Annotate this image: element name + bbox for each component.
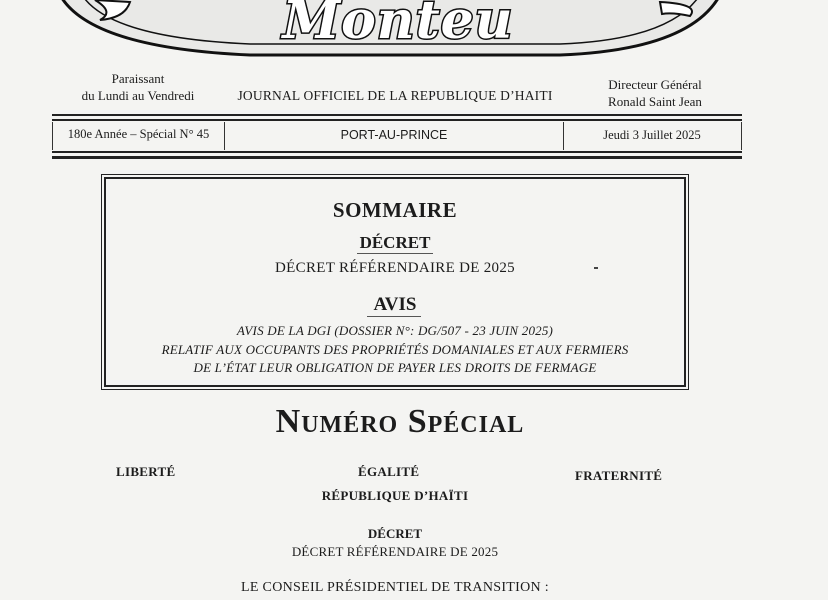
- decree-title: DÉCRET RÉFÉRENDAIRE DE 2025: [291, 544, 499, 559]
- publication-date: Jeudi 3 Juillet 2025: [603, 128, 701, 142]
- info-bar-divider: [741, 122, 742, 150]
- publication-frequency-line-2: du Lundi au Vendredi: [81, 88, 195, 103]
- avis-line: DE L’ÉTAT LEUR OBLIGATION DE PAYER LES DROITS DE FERMAGE: [193, 360, 597, 375]
- print-speck: [594, 267, 598, 269]
- motto-egalite: ÉGALITÉ: [358, 464, 420, 479]
- publication-city: PORT-AU-PRINCE: [340, 128, 448, 142]
- header-rule-bottom: [52, 156, 742, 159]
- info-bar-divider: [563, 122, 564, 150]
- sommaire-avis-heading: AVIS: [373, 294, 417, 315]
- header-rule-top-inner: [52, 119, 742, 121]
- heading-underline: [367, 316, 421, 317]
- publication-frequency-line-1: Paraissant: [111, 71, 165, 86]
- journal-title: JOURNAL OFFICIEL DE LA REPUBLIQUE D’HAITI: [237, 88, 553, 103]
- header-rule-top: [52, 114, 742, 116]
- info-bar-divider: [52, 122, 53, 150]
- motto-fraternite: FRATERNITÉ: [575, 468, 663, 483]
- motto-liberte: LIBERTÉ: [116, 464, 176, 479]
- masthead-banner: [0, 0, 828, 62]
- avis-line: AVIS DE LA DGI (DOSSIER N°: DG/507 - 23 JUIN 2025): [236, 323, 554, 338]
- director-title: Directeur Général: [608, 77, 702, 92]
- masthead-title: Monteu: [282, 0, 514, 51]
- sommaire-decret-heading: DÉCRET: [359, 233, 431, 252]
- sommaire-decret-title: DÉCRET RÉFÉRENDAIRE DE 2025: [275, 260, 515, 276]
- decree-heading: DÉCRET: [367, 526, 423, 541]
- header-rule-bottom-inner: [52, 151, 742, 153]
- info-bar-divider: [224, 122, 225, 150]
- sommaire-title: SOMMAIRE: [332, 198, 458, 222]
- director-info: [585, 76, 725, 110]
- council-preamble: LE CONSEIL PRÉSIDENTIEL DE TRANSITION :: [241, 580, 549, 595]
- director-name: Ronald Saint Jean: [608, 94, 702, 109]
- publication-frequency: [68, 70, 208, 104]
- masthead-logo: [0, 0, 828, 62]
- special-issue-title: Numéro Spécial: [275, 403, 525, 440]
- republic-name: RÉPUBLIQUE D’HAÏTI: [321, 488, 469, 503]
- edition-number: 180e Année – Spécial N° 45: [67, 127, 210, 141]
- avis-line: RELATIF AUX OCCUPANTS DES PROPRIÉTÉS DOMANIALES ET AUX FERMIERS: [161, 342, 629, 357]
- heading-underline: [357, 253, 433, 254]
